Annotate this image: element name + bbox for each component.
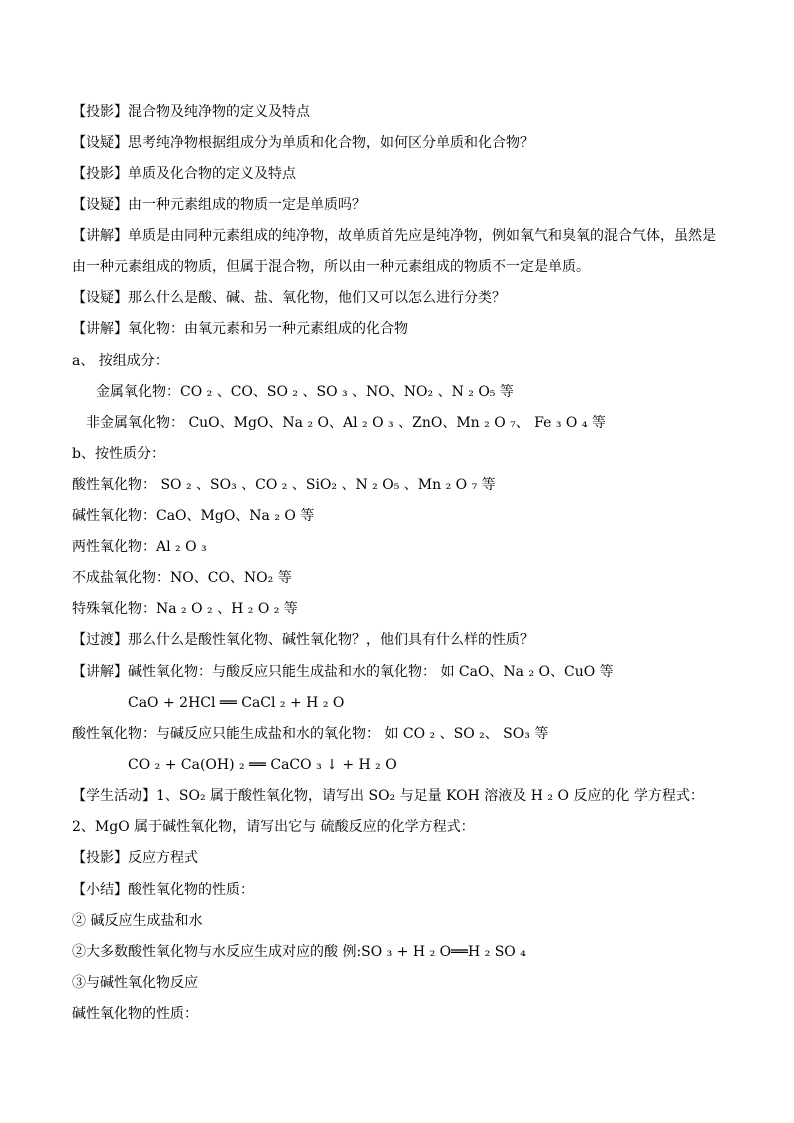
- text-line-15: 不成盐氧化物：NO、CO、NO₂ 等: [72, 570, 292, 586]
- text-line-18: 【讲解】碱性氧化物：与酸反应只能生成盐和水的氧化物： 如 CaO、Na ₂ O、CuO 等: [72, 664, 614, 680]
- text-line-6: 【设疑】那么什么是酸、碱、盐、氧化物，他们又可以怎么进行分类？: [72, 290, 506, 306]
- text-line-21: CO ₂ + Ca(OH) ₂ ══ CaCO ₃ ↓ + H ₂ O: [128, 757, 397, 773]
- text-line-9: 金属氧化物：CO ₂ 、CO、SO ₂ 、SO ₃ 、NO、NO₂ 、N ₂ O₅ 等: [96, 384, 514, 400]
- text-line-12: 酸性氧化物： SO ₂ 、SO₃ 、CO ₂ 、SiO₂ 、N ₂ O₅ 、Mn ₂ O ₇ 等: [72, 477, 496, 493]
- text-line-13: 碱性氧化物：CaO、MgO、Na ₂ O 等: [72, 508, 315, 524]
- text-line-23: 2、MgO 属于碱性氧化物，请写出它与 硫酸反应的化学方程式：: [72, 819, 475, 835]
- text-line-22: 【学生活动】1、SO₂ 属于酸性氧化物，请写出 SO₂ 与足量 KOH 溶液及 H ₂ O 反应的化 学方程式：: [72, 788, 704, 804]
- text-line-14: 两性氧化物：Al ₂ O ₃: [72, 539, 207, 555]
- text-line-4: 【设疑】由一种元素组成的物质一定是单质吗？: [72, 197, 366, 213]
- text-line-3: 【投影】单质及化合物的定义及特点: [72, 166, 296, 182]
- text-line-19: CaO + 2HCl ══ CaCl ₂ + H ₂ O: [128, 695, 345, 711]
- text-line-2: 【设疑】思考纯净物根据组成分为单质和化合物，如何区分单质和化合物？: [72, 135, 534, 151]
- text-line-7: 【讲解】氧化物：由氧元素和另一种元素组成的化合物: [72, 321, 408, 337]
- text-line-28: ③与碱性氧化物反应: [72, 975, 198, 991]
- text-paragraph-5: 【讲解】单质是由同种元素组成的纯净物，故单质首先应是纯净物，例如氧气和臭氧的混合气体，虽然是由一种元素组成的物质，但属于混合物，所以由一种元素组成的物质不一定是单质。: [72, 228, 716, 275]
- text-line-10: 非金属氧化物： CuO、MgO、Na ₂ O、Al ₂ O ₃ 、ZnO、Mn ₂ O ₇、 Fe ₃ O ₄ 等: [86, 415, 606, 431]
- text-line-25: 【小结】酸性氧化物的性质：: [72, 882, 254, 898]
- text-line-16: 特殊氧化物：Na ₂ O ₂ 、H ₂ O ₂ 等: [72, 601, 298, 617]
- text-line-8: a、 按组成分：: [72, 353, 169, 369]
- text-line-11: b、按性质分：: [72, 446, 165, 462]
- text-line-27: ②大多数酸性氧化物与水反应生成对应的酸 例:SO ₃ + H ₂ O══H ₂ SO ₄: [72, 944, 526, 960]
- text-line-17: 【过渡】那么什么是酸性氧化物、碱性氧化物？，他们具有什么样的性质？: [72, 632, 534, 648]
- text-line-26: ② 碱反应生成盐和水: [72, 913, 203, 929]
- text-line-20: 酸性氧化物：与碱反应只能生成盐和水的氧化物： 如 CO ₂ 、SO ₂、 SO₃ 等: [72, 726, 549, 742]
- text-line-1: 【投影】混合物及纯净物的定义及特点: [72, 104, 310, 120]
- text-line-29: 碱性氧化物的性质：: [72, 1006, 198, 1022]
- text-line-24: 【投影】反应方程式: [72, 850, 198, 866]
